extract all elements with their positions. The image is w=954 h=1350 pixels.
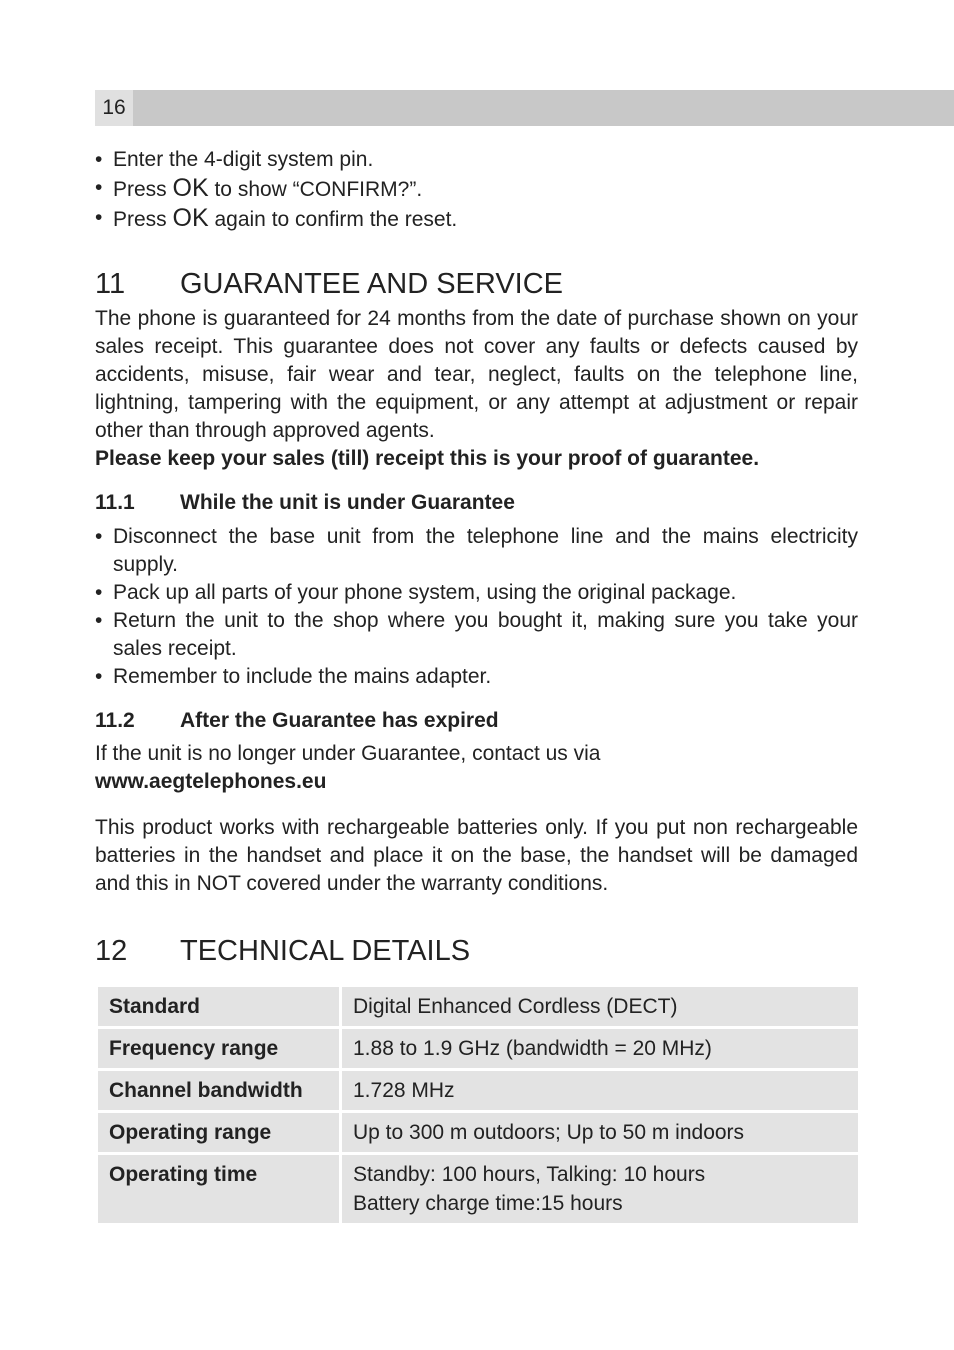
subsection-heading-under-guarantee: 11.1 While the unit is under Guarantee xyxy=(95,491,515,514)
guarantee-body: The phone is guaranteed for 24 months from the date of purchase shown on your sales receipt. This guarantee does not cover any faults or defects caused by accidents, misuse, fair wear and tear, neglect, faults on the telephone line, lightning, tampering with the equipment, or any attempt at adjustment or repair other than through approved agents. xyxy=(95,307,858,442)
section-heading-guarantee: 11 GUARANTEE AND SERVICE xyxy=(95,268,564,300)
table-row-label: Standard xyxy=(98,987,339,1026)
subsection-heading-expired: 11.2 After the Guarantee has expired xyxy=(95,709,499,732)
page-number: 16 xyxy=(95,90,133,126)
list-item: • Pack up all parts of your phone system, using the original package. xyxy=(95,579,858,607)
table-row-value: Digital Enhanced Cordless (DECT) xyxy=(342,987,858,1026)
list-item: • Press OK again to confirm the reset. xyxy=(95,204,858,234)
list-item: • Remember to include the mains adapter. xyxy=(95,663,858,691)
list-item: • Enter the 4-digit system pin. xyxy=(95,146,858,174)
intro-bullet-list xyxy=(95,146,858,234)
list-item: • Disconnect the base unit from the telephone line and the mains electricity supply. xyxy=(95,523,858,579)
header-bar xyxy=(95,90,954,126)
expired-text: If the unit is no longer under Guarantee, contact us via xyxy=(95,742,601,765)
page-content xyxy=(95,146,858,1226)
section-heading-technical: 12 TECHNICAL DETAILS xyxy=(95,935,471,967)
table-row xyxy=(98,987,858,1026)
under-guarantee-bullet-list xyxy=(95,523,858,691)
guarantee-note: Please keep your sales (till) receipt this is your proof of guarantee. xyxy=(95,447,760,470)
table-row-value: Standby: 100 hours, Talking: 10 hours Battery charge time:15 hours xyxy=(342,1155,858,1223)
battery-note: This product works with rechargeable batteries only. If you put non rechargeable batteries in the handset and place it on the base, the handset will be damaged and this in NOT covered under the warranty conditions. xyxy=(95,816,858,895)
table-row-value: Up to 300 m outdoors; Up to 50 m indoors xyxy=(342,1113,858,1152)
ok-key-label: OK xyxy=(172,174,209,202)
list-item: • Return the unit to the shop where you bought it, making sure you take your sales receipt. xyxy=(95,607,858,663)
table-row-label: Frequency range xyxy=(98,1029,339,1068)
table-row-value: 1.88 to 1.9 GHz (bandwidth = 20 MHz) xyxy=(342,1029,858,1068)
ok-key-label: OK xyxy=(172,204,209,232)
table-row xyxy=(98,1113,858,1152)
table-row-label: Operating range xyxy=(98,1113,339,1152)
table-row xyxy=(98,1029,858,1068)
table-row-label: Channel bandwidth xyxy=(98,1071,339,1110)
website-link[interactable]: www.aegtelephones.eu xyxy=(95,770,327,793)
table-row-value: 1.728 MHz xyxy=(342,1071,858,1110)
table-row xyxy=(98,1155,858,1223)
table-row-label: Operating time xyxy=(98,1155,339,1223)
list-item: • Press OK to show “CONFIRM?”. xyxy=(95,174,858,204)
table-row xyxy=(98,1071,858,1110)
technical-details-table xyxy=(95,984,861,1226)
